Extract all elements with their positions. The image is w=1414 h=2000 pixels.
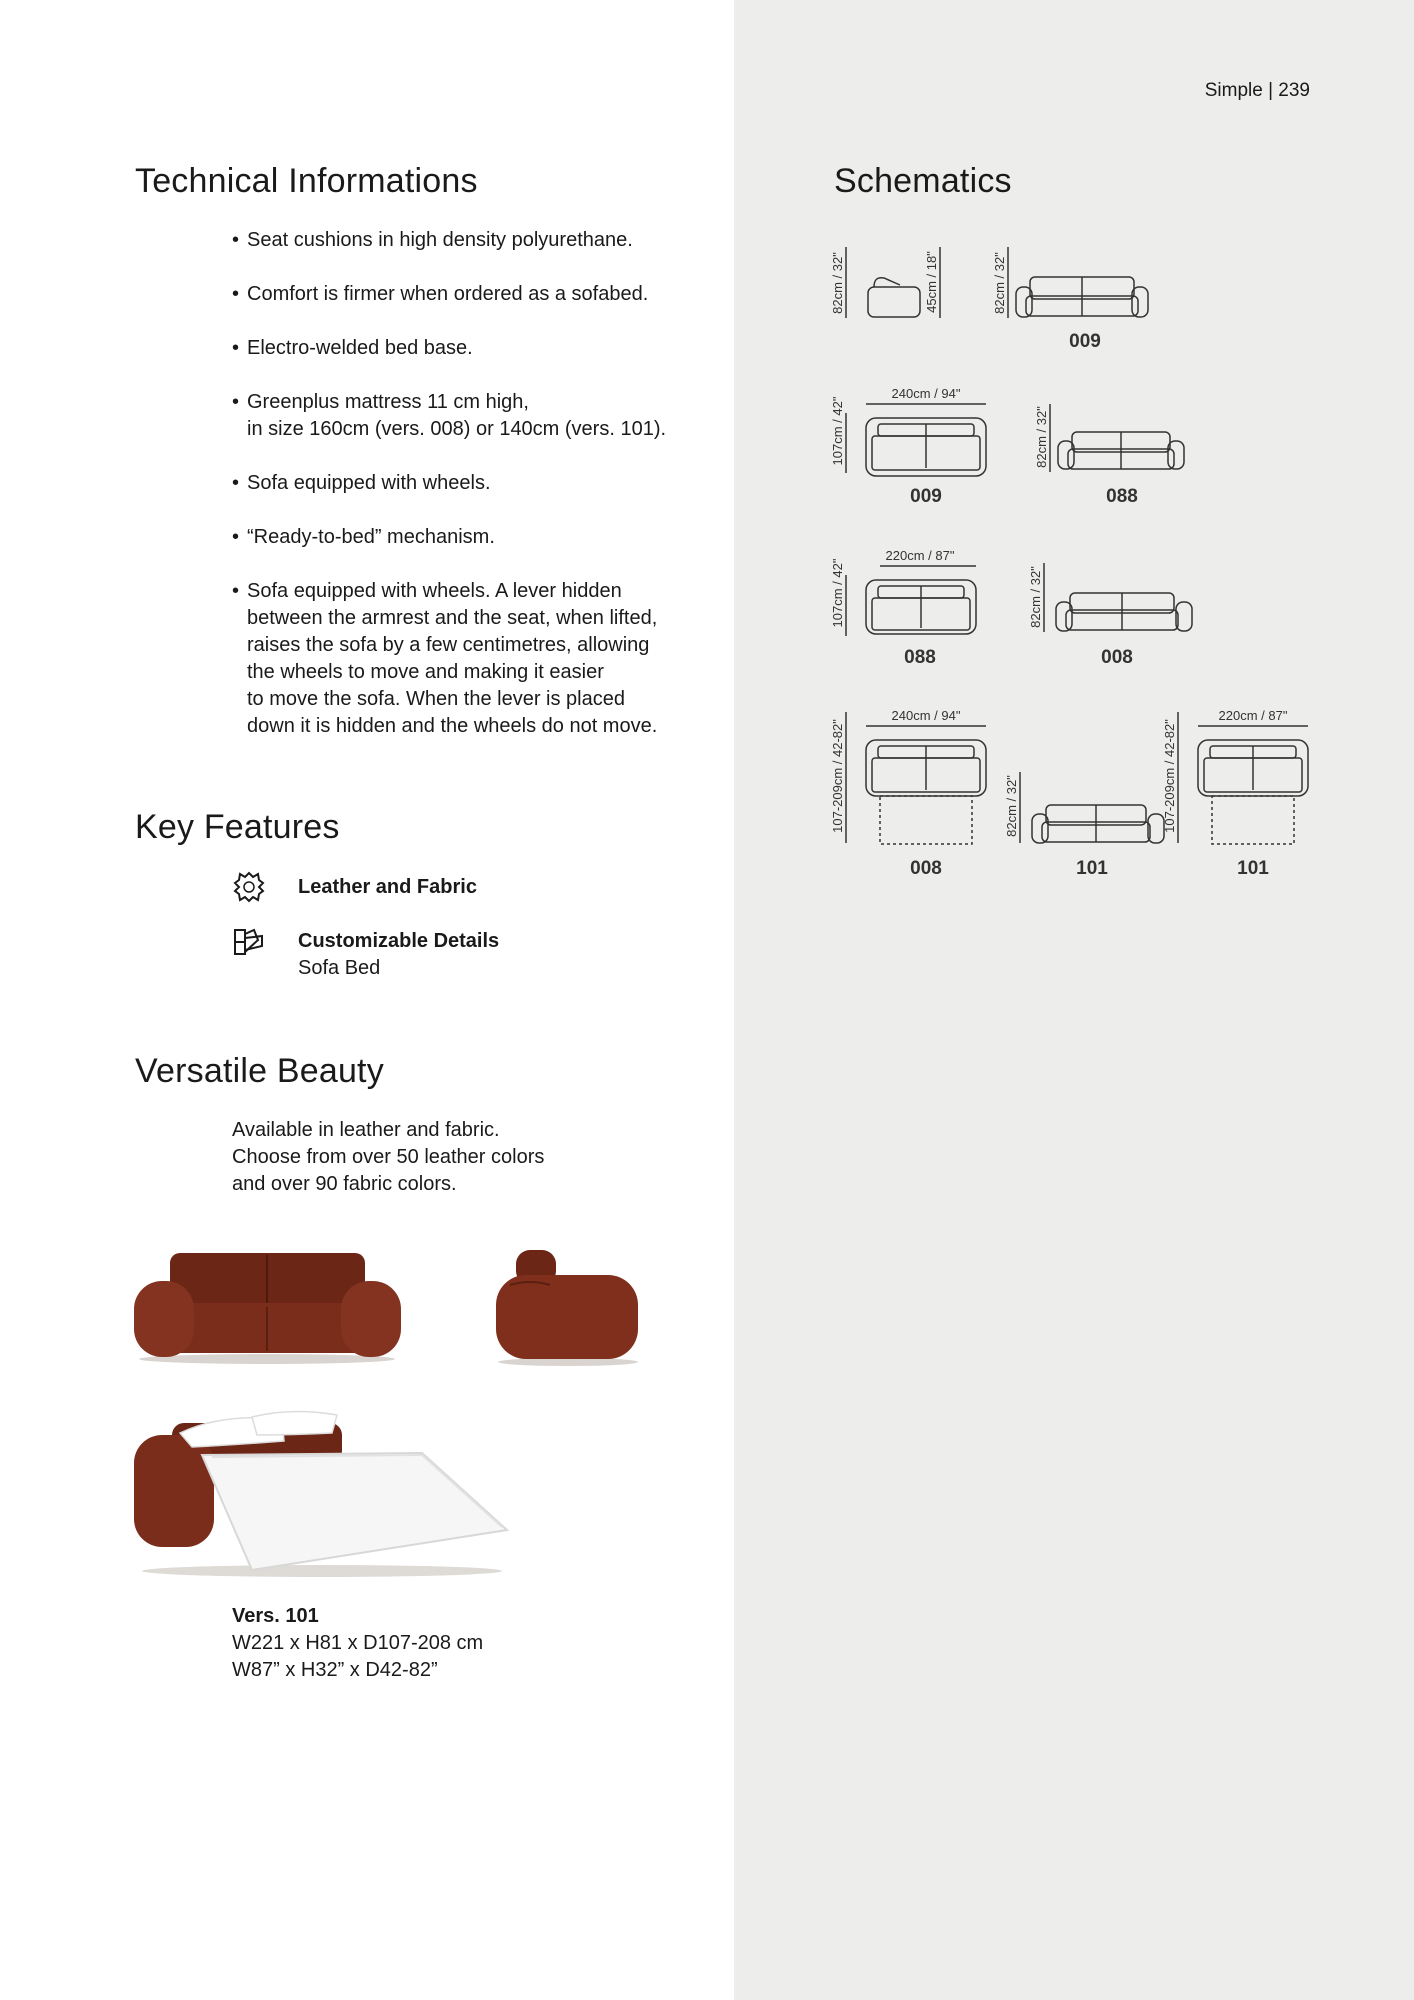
technical-title: Technical Informations (135, 162, 478, 200)
versatile-title: Versatile Beauty (135, 1052, 384, 1090)
bullet-item: • Electro-welded bed base. (232, 335, 702, 362)
svg-text:107cm / 42": 107cm / 42" (830, 396, 845, 466)
svg-text:82cm / 32": 82cm / 32" (1028, 566, 1043, 628)
versatile-description: Available in leather and fabric. Choose from over 50 leather colors and over 90 fabric colors. (232, 1119, 545, 1195)
code-label: 008 (1101, 647, 1133, 668)
code-label: 101 (1076, 858, 1108, 879)
svg-text:82cm / 32": 82cm / 32" (1034, 406, 1049, 468)
schematic-088-front (1034, 404, 1184, 507)
technical-bullet-list (232, 227, 702, 767)
code-label: 009 (910, 486, 942, 507)
schematic-009-top (830, 386, 986, 507)
svg-text:220cm / 87": 220cm / 87" (885, 548, 955, 563)
schematics-title: Schematics (834, 162, 1012, 200)
svg-text:82cm / 32": 82cm / 32" (830, 252, 845, 314)
version-spec (232, 1603, 483, 1684)
feature-title: Leather and Fabric (298, 876, 477, 898)
sofa-side-photo (490, 1245, 645, 1370)
feature-subtitle: Sofa Bed (298, 957, 381, 979)
bullet-item: • Sofa equipped with wheels. A lever hidden between the armrest and the seat, when lifted, raises the sofa by a few centimetres, allowing the wheels to move and making it easier to move the sofa. When the lever is placed down it is hidden and the wheels do not move. (232, 578, 702, 740)
sofa-front-photo (130, 1245, 405, 1365)
bullet-item: • Seat cushions in high density polyurethane. (232, 227, 702, 254)
svg-text:45cm / 18": 45cm / 18" (924, 251, 939, 313)
feature-title: Customizable Details (298, 930, 500, 952)
bullet-item: • “Ready-to-bed” mechanism. (232, 524, 702, 551)
svg-text:107-209cm / 42-82": 107-209cm / 42-82" (1162, 719, 1177, 833)
svg-text:240cm / 94": 240cm / 94" (891, 386, 961, 401)
sofa-bed-photo (132, 1405, 517, 1580)
svg-text:107-209cm / 42-82": 107-209cm / 42-82" (830, 719, 845, 833)
schematic-101-top-extended (1162, 708, 1308, 879)
code-label: 008 (910, 858, 942, 879)
svg-text:240cm / 94": 240cm / 94" (891, 708, 961, 723)
svg-text:82cm / 32": 82cm / 32" (992, 252, 1007, 314)
schematics-drawings (734, 0, 1414, 900)
key-features-title: Key Features (135, 808, 340, 846)
svg-text:82cm / 32": 82cm / 32" (1004, 775, 1019, 837)
schematic-088-top (830, 548, 976, 668)
spec-title: Vers. 101 (232, 1605, 319, 1627)
bullet-item: • Greenplus mattress 11 cm high, in size 160cm (vers. 008) or 140cm (vers. 101). (232, 389, 702, 443)
svg-text:220cm / 87": 220cm / 87" (1218, 708, 1288, 723)
swatch-icon (232, 924, 266, 958)
schematic-009-front (992, 247, 1148, 352)
schematic-008-front (1028, 563, 1192, 668)
spec-metric: W221 x H81 x D107-208 cm (232, 1632, 484, 1654)
schematic-side-profile (830, 247, 940, 318)
schematic-101-front (1004, 772, 1164, 879)
spec-imperial: W87” x H32” x D42-82” (232, 1659, 438, 1681)
leather-hide-icon (232, 870, 266, 904)
code-label: 088 (1106, 486, 1138, 507)
bullet-item: • Comfort is firmer when ordered as a sofabed. (232, 281, 702, 308)
page-number: Simple | 239 (1204, 80, 1310, 101)
schematic-008-top-extended (830, 708, 986, 879)
bullet-item: • Sofa equipped with wheels. (232, 470, 702, 497)
code-label: 009 (1069, 331, 1101, 352)
code-label: 101 (1237, 858, 1269, 879)
svg-text:107cm / 42": 107cm / 42" (830, 558, 845, 628)
code-label: 088 (904, 647, 936, 668)
